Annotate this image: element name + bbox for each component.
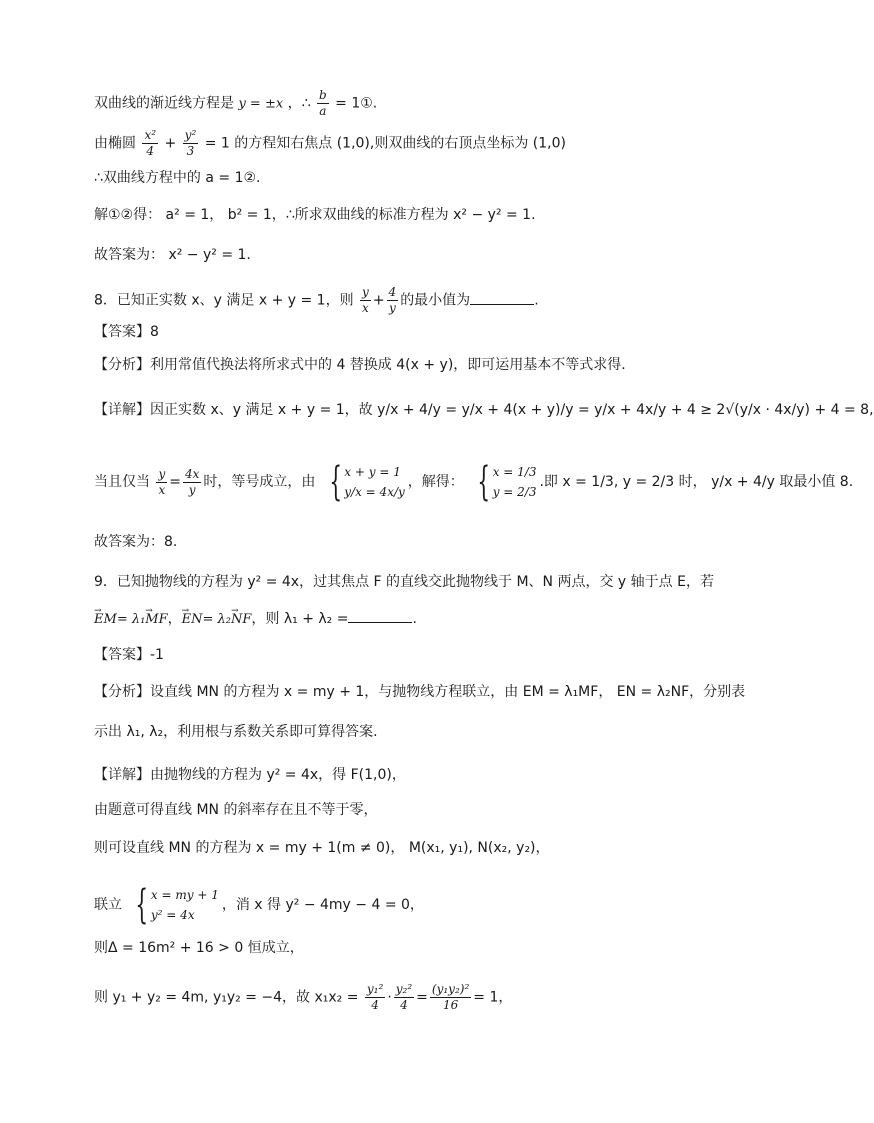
lambda-sum-text: ，则 λ₁ + λ₂ =	[251, 611, 349, 627]
lambda-2: = λ₂	[202, 612, 231, 627]
fraction-4x-over-y	[183, 467, 201, 498]
fraction-denominator: 4	[146, 144, 155, 158]
question-9-detail	[94, 765, 406, 785]
question-9-analysis-cont: 示出 λ₁, λ₂，利用根与系数关系即可算得答案.	[94, 724, 378, 740]
fraction-denominator: y	[188, 482, 196, 497]
equation-system-1	[323, 459, 405, 505]
fraction-denominator: a	[319, 104, 327, 118]
fraction-numerator: 4	[388, 285, 397, 299]
equals-sign: =	[169, 474, 181, 490]
fraction-denominator: 4	[371, 998, 379, 1012]
analysis-text: 利用常值代换法将所求式中的 4 替换成 4(x + y)，即可运用基本不等式求得.	[150, 357, 626, 373]
vector-MF: → MF	[145, 612, 167, 627]
lambda-1: = λ₁	[116, 612, 146, 627]
therefore-sign: ，∴	[287, 95, 311, 112]
answer-blank	[348, 608, 412, 623]
detail-text: 由抛物线的方程为 y² = 4x，得 F(1,0)，	[150, 767, 406, 783]
analysis-label: 【分析】	[94, 684, 150, 700]
equation-system-3	[129, 882, 219, 928]
asymptote-equation: y = ±x	[238, 96, 284, 112]
question-9-answer	[94, 645, 164, 665]
fraction-numerator: b	[319, 88, 327, 102]
system-row: x + y = 1	[344, 465, 401, 479]
answer-blank	[470, 290, 534, 305]
answer-value: -1	[150, 647, 164, 663]
product-result: = 1，	[473, 989, 513, 1006]
question-8-tail: 的最小值为	[400, 292, 471, 309]
fraction-denominator: y	[388, 301, 396, 315]
detail-line-2: 由题意可得直线 MN 的斜率存在且不等于零，	[94, 802, 378, 818]
simultaneous-text: 联立	[94, 897, 122, 913]
fraction-y-over-x	[360, 285, 371, 316]
plus-sign: +	[164, 135, 177, 152]
brace-icon: {	[135, 882, 149, 928]
question-8-equality	[94, 459, 854, 505]
question-8-answer	[94, 322, 159, 342]
answer-label: 【答案】	[94, 647, 150, 663]
fraction-y1sq-over-4	[365, 982, 385, 1013]
fraction-denominator: x	[158, 482, 166, 497]
text-line-answer-hyperbola: 故答案为： x² − y² = 1.	[94, 247, 251, 263]
asymptote-text: 双曲线的渐近线方程是	[94, 95, 234, 112]
equality-condition-text: 时，等号成立，由	[203, 474, 316, 490]
fraction-numerator: y₁²	[366, 982, 384, 996]
fraction-denominator: 4	[400, 998, 408, 1012]
question-8-analysis	[94, 355, 626, 375]
fraction-denominator: 3	[186, 144, 195, 158]
eliminate-text: ，消 x 得 y² − 4my − 4 = 0，	[221, 897, 424, 913]
solve-text: ，解得：	[407, 474, 464, 490]
question-9-analysis	[94, 682, 745, 702]
vector-NF: → NF	[231, 612, 251, 627]
equation-ref-1: = 1①.	[335, 95, 378, 112]
fraction-numerator: y₂²	[395, 982, 413, 996]
ellipse-focus-text: = 1 的方程知右焦点 (1,0),则双曲线的右顶点坐标为 (1,0)	[204, 135, 566, 152]
fraction-numerator: x²	[144, 128, 157, 142]
brace-icon: {	[329, 459, 342, 505]
fraction-b-over-a	[317, 88, 329, 119]
fraction-y1y2-sq-over-16	[430, 982, 471, 1013]
analysis-text: 设直线 MN 的方程为 x = my + 1，与抛物线方程联立，由 EM = λ₁MF， EN = λ₂NF，分别表	[150, 684, 746, 700]
detail-label: 【详解】	[94, 402, 150, 418]
equation-system-2	[471, 459, 537, 505]
detail-line-4	[94, 882, 424, 928]
minimum-text: .即 x = 1/3, y = 2/3 时， y/x + 4/y 取最小值 8.	[539, 474, 854, 490]
system-row: y/x = 4x/y	[344, 485, 405, 499]
question-9-vectors: → EM= λ₁→ MF，→ EN= λ₂→ NF，则 λ₁ + λ₂ = .	[94, 608, 417, 630]
detail-text: 因正实数 x、y 满足 x + y = 1，故 y/x + 4/y = y/x + 4(x + y)/y = y/x + 4x/y + 4 ≥ 2√(y/x · 4x/y) + 4 = 8,	[150, 402, 874, 418]
fraction-y-over-x	[156, 467, 167, 498]
vieta-text: 则 y₁ + y₂ = 4m, y₁y₂ = −4，故 x₁x₂ =	[94, 989, 359, 1006]
fraction-denominator: x	[362, 301, 369, 315]
detail-line-5: 则Δ = 16m² + 16 > 0 恒成立，	[94, 940, 304, 956]
vector-EM: → EM	[94, 612, 117, 627]
text-line-ellipse	[94, 128, 566, 159]
detail-line-6: 则 y₁ + y₂ = 4m, y₁y₂ = −4，故 x₁x₂ = $\frac{\text{y₁²}}{4}$ · $\frac{\text{y₂²}}{4}$ = $\frac{\text{(y₁y₂)²}}{16}$ = 1，	[94, 982, 513, 1012]
fraction-numerator: y²	[184, 128, 197, 142]
question-8-detail	[94, 400, 874, 420]
question-8-text: 8．已知正实数 x、y 满足 x + y = 1，则	[94, 292, 354, 309]
fraction-numerator: (y₁y₂)²	[431, 982, 470, 996]
analysis-label: 【分析】	[94, 357, 150, 373]
question-8-final: 故答案为：8.	[94, 534, 178, 550]
text-line-solve: 解①②得： a² = 1， b² = 1，∴所求双曲线的标准方程为 x² − y² = 1.	[94, 207, 536, 223]
system-row: x = my + 1	[150, 888, 219, 902]
fraction-y2sq-over-4	[394, 982, 414, 1013]
equality-text: 当且仅当	[94, 474, 150, 490]
system-row: y² = 4x	[150, 908, 195, 922]
system-row: y = 2/3	[492, 485, 537, 499]
question-8: 8．已知正实数 x、y 满足 x + y = 1，则 $\frac{y}{x}$ + $\frac{4}{y}$ 的最小值为 .	[94, 285, 539, 315]
question-9: 9．已知抛物线的方程为 y² = 4x，过其焦点 F 的直线交此抛物线于 M、N 两点，交 y 轴于点 E，若	[94, 574, 714, 590]
fraction-denominator: 16	[442, 998, 459, 1012]
fraction-4-over-y	[387, 285, 399, 316]
comma: ，	[167, 611, 182, 627]
system-row: x = 1/3	[492, 465, 537, 479]
fraction-y2-over-3	[183, 128, 199, 159]
detail-line-3: 则可设直线 MN 的方程为 x = my + 1(m ≠ 0)， M(x₁, y₁), N(x₂, y₂)，	[94, 840, 550, 856]
detail-label: 【详解】	[94, 767, 150, 783]
fraction-numerator: 4x	[184, 466, 200, 481]
answer-label: 【答案】	[94, 324, 150, 340]
fraction-x2-over-4	[142, 128, 158, 159]
text-line-asymptote	[94, 88, 377, 119]
brace-icon: {	[477, 459, 491, 505]
vector-EN: → EN	[182, 612, 203, 627]
answer-value: 8	[150, 324, 159, 340]
fraction-numerator: y	[362, 285, 369, 299]
ellipse-text: 由椭圆	[94, 135, 136, 152]
fraction-numerator: y	[158, 466, 166, 481]
text-line-a-value: ∴双曲线方程中的 a = 1②.	[94, 170, 261, 186]
